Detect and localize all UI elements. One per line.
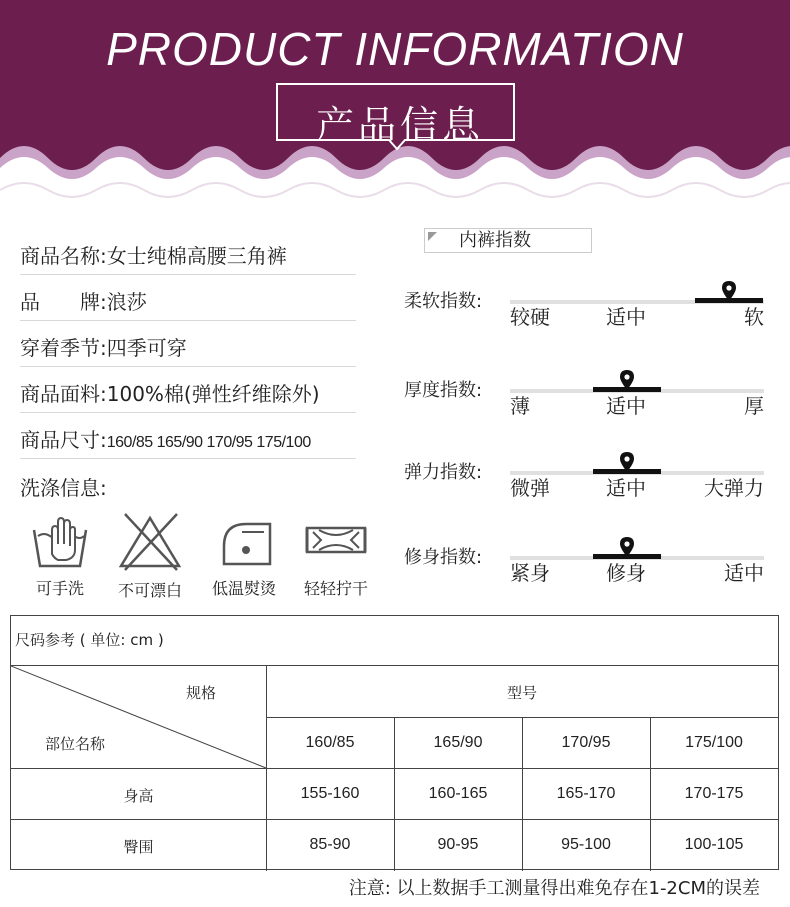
info-value: 浪莎: [106, 290, 147, 314]
info-label: 穿着季节:: [20, 336, 107, 360]
scale-label-high: 大弹力: [704, 476, 764, 500]
scale-label-low: 薄: [510, 394, 530, 418]
scale-thickness: [404, 379, 764, 439]
scale-label-mid: 修身: [606, 561, 646, 585]
info-value: 160/85 165/90 170/95 175/100: [106, 434, 311, 451]
corner-decoration: [428, 232, 437, 241]
model-group-header: 型号: [506, 684, 537, 702]
info-row-fabric: [20, 376, 356, 413]
gentle-wring-icon: [301, 510, 371, 570]
scale-fit: [404, 546, 764, 606]
row-name-height: 身高: [123, 787, 154, 805]
info-row-brand: [20, 284, 356, 321]
measurement-note: 注意: 以上数据手工测量得出难免存在1-2CM的误差: [348, 878, 760, 899]
table-cell: 100-105: [684, 836, 744, 853]
wash-label: 可手洗: [35, 579, 84, 598]
scale-softness: [404, 290, 764, 350]
corner-header-spec: 规格: [185, 684, 216, 702]
wash-label: 轻轻拧干: [303, 579, 368, 598]
size-header: 175/100: [685, 734, 743, 751]
info-label: 商品尺寸:: [20, 428, 107, 452]
row-name-hip: 臀围: [123, 838, 154, 856]
panty-index-title: [424, 228, 592, 253]
size-reference-table: [10, 615, 779, 870]
size-header: 160/85: [305, 734, 355, 751]
table-cell: 95-100: [561, 836, 611, 853]
scale-label-mid: 适中: [606, 305, 646, 329]
scale-label-high: 软: [744, 305, 764, 329]
grid-line: [11, 819, 778, 820]
table-cell: 170-175: [684, 785, 744, 802]
scale-label-high: 厚: [744, 394, 764, 418]
wash-item-bleach: [110, 510, 190, 601]
hand-wash-icon: [28, 510, 92, 570]
location-pin-icon: [620, 537, 634, 557]
product-info-banner: [0, 0, 790, 200]
wash-info-title: 洗涤信息:: [20, 476, 107, 500]
table-cell: 160-165: [428, 785, 488, 802]
info-row-season: [20, 330, 356, 367]
info-row-name: [20, 238, 356, 275]
info-label: 商品面料:: [20, 382, 107, 406]
location-pin-icon: [722, 281, 736, 301]
table-cell: 90-95: [437, 836, 479, 853]
scale-label-mid: 适中: [606, 476, 646, 500]
wash-item-hand: [20, 510, 100, 599]
table-caption: 尺码参考 ( 单位: cm ): [11, 616, 778, 666]
scale-marker: [695, 298, 763, 303]
info-label: 商品名称:: [20, 244, 107, 268]
scale-name: 弹力指数:: [404, 462, 483, 483]
scale-marker: [593, 469, 661, 474]
location-pin-icon: [620, 370, 634, 390]
wash-label: 低温熨烫: [211, 579, 276, 598]
wash-label: 不可漂白: [117, 581, 182, 600]
scale-name: 修身指数:: [404, 547, 483, 568]
title-english: PRODUCT INFORMATION: [106, 23, 684, 75]
scale-name: 厚度指数:: [404, 380, 483, 401]
table-cell: 155-160: [300, 785, 360, 802]
grid-line: [266, 717, 778, 718]
size-header: 170/95: [561, 734, 611, 751]
wash-item-wring: [296, 510, 376, 599]
scale-label-low: 微弹: [510, 476, 550, 500]
scale-marker: [593, 554, 661, 559]
no-bleach-icon: [115, 510, 185, 572]
table-cell: 85-90: [309, 836, 351, 853]
location-pin-icon: [620, 452, 634, 472]
info-value: 四季可穿: [106, 336, 187, 360]
title-chinese: 产品信息: [315, 103, 484, 147]
scale-label-low: 较硬: [510, 305, 550, 329]
info-row-size: [20, 422, 356, 459]
scale-label-low: 紧身: [510, 561, 550, 585]
scale-label-mid: 适中: [606, 394, 646, 418]
table-cell: 165-170: [556, 785, 616, 802]
scale-elasticity: [404, 461, 764, 521]
corner-header-part: 部位名称: [44, 735, 105, 753]
wash-item-iron: [204, 510, 284, 599]
scale-marker: [593, 387, 661, 392]
info-value: 女士纯棉高腰三角裤: [106, 244, 287, 268]
size-header: 165/90: [433, 734, 483, 751]
info-label: 品 牌:: [20, 290, 107, 314]
info-value: 100%棉(弹性纤维除外): [106, 382, 320, 406]
scale-name: 柔软指数:: [404, 291, 483, 312]
scale-label-high: 适中: [724, 561, 764, 585]
iron-low-icon: [212, 510, 276, 570]
index-title-text: 内裤指数: [459, 230, 531, 251]
